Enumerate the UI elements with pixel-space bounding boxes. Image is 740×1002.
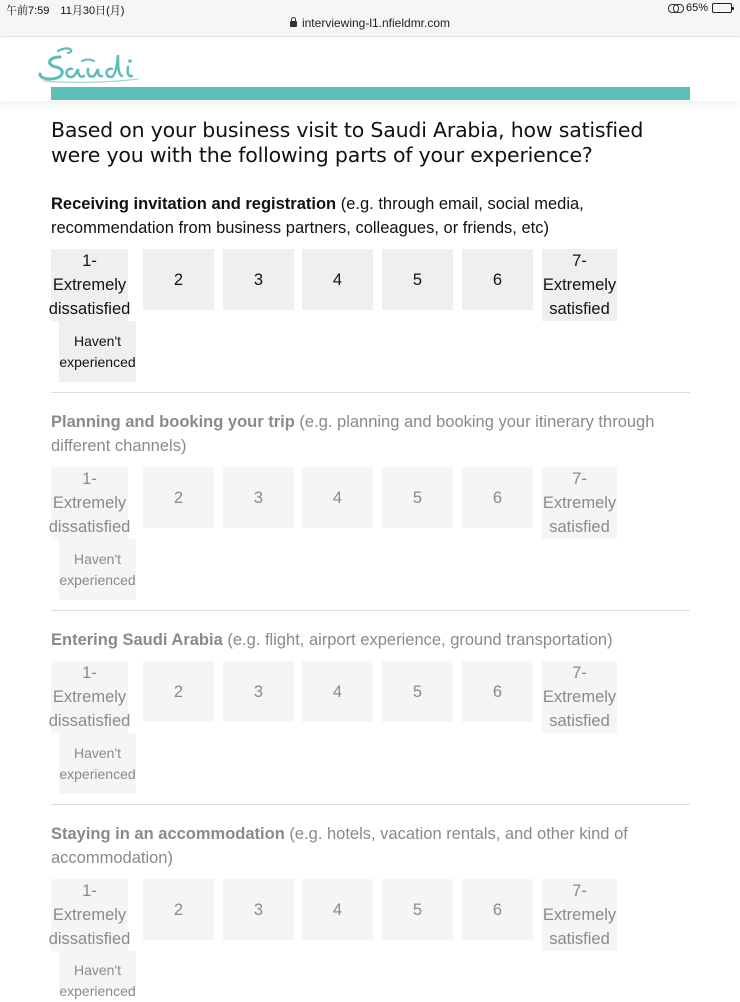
option-1-extremely-dissatisfied[interactable] (48, 661, 131, 733)
option-7-extremely-satisfied[interactable] (542, 467, 617, 539)
opt-line: 1- (82, 882, 97, 900)
option-3[interactable]: 3 (223, 661, 294, 722)
option-1-extremely-dissatisfied[interactable] (48, 467, 131, 539)
option-1-extremely-dissatisfied[interactable] (48, 879, 131, 951)
option-6[interactable]: 6 (462, 249, 533, 310)
item-title-rest: (e.g. through email, social media, recommendation from business partners, colleagues, or friends, etc) (51, 195, 584, 237)
item-entering-saudi (48, 628, 690, 782)
option-4[interactable]: 4 (302, 879, 373, 940)
opt-line: dissatisfied (48, 712, 131, 730)
option-5[interactable]: 5 (382, 879, 453, 940)
opt-line: Extremely (52, 494, 127, 512)
option-5[interactable]: 5 (382, 249, 453, 310)
item-title-rest: (e.g. hotels, vacation rentals, and other kind of accommodation) (51, 825, 628, 867)
opt-line: Extremely (52, 276, 127, 294)
option-havent-experienced[interactable] (59, 951, 136, 999)
item-receiving-invitation (48, 192, 690, 370)
item-planning-booking (48, 410, 690, 588)
divider (51, 392, 690, 393)
opt-line: experienced (59, 571, 136, 588)
option-5[interactable]: 5 (382, 661, 453, 722)
option-3[interactable]: 3 (223, 879, 294, 940)
item-title (51, 822, 690, 870)
opt-line: Extremely (542, 276, 617, 294)
opt-line: 7- (572, 252, 587, 270)
item-title (51, 628, 690, 652)
lock-icon (290, 21, 297, 27)
divider (51, 610, 690, 611)
opt-line: experienced (59, 983, 136, 999)
option-4[interactable]: 4 (302, 249, 373, 310)
opt-line: Haven't (73, 962, 122, 978)
option-4[interactable]: 4 (302, 467, 373, 528)
item-title-bold: Receiving invitation and registration (51, 195, 337, 213)
link-icon (668, 4, 682, 12)
survey-main (51, 118, 690, 168)
opt-line: Extremely (542, 906, 617, 924)
item-title-rest: (e.g. planning and booking your itinerary through different channels) (51, 413, 655, 455)
item-title-rest: (e.g. flight, airport experience, ground transportation) (222, 631, 613, 649)
option-7-extremely-satisfied[interactable] (542, 661, 617, 733)
option-havent-experienced[interactable] (59, 321, 136, 382)
opt-line: Extremely (542, 688, 617, 706)
opt-line: 1- (82, 470, 97, 488)
opt-line: dissatisfied (48, 518, 131, 536)
browser-status-bar (0, 0, 740, 37)
option-3[interactable]: 3 (223, 249, 294, 310)
battery-icon (712, 3, 732, 13)
option-havent-experienced[interactable] (59, 539, 136, 600)
item-staying-accommodation (48, 822, 690, 999)
opt-line: dissatisfied (48, 300, 131, 318)
opt-line: satisfied (549, 518, 610, 536)
option-2[interactable]: 2 (143, 249, 214, 310)
opt-line: Extremely (542, 494, 617, 512)
option-1-extremely-dissatisfied[interactable] (48, 249, 131, 321)
option-2[interactable]: 2 (143, 661, 214, 722)
item-title (51, 192, 690, 240)
opt-line: 1- (82, 664, 97, 682)
item-title-bold: Entering Saudi Arabia (51, 631, 223, 649)
status-right (668, 2, 732, 14)
option-5[interactable]: 5 (382, 467, 453, 528)
opt-line: satisfied (549, 930, 610, 948)
opt-line: 1- (82, 252, 97, 270)
status-time: 午前7:59 11月30日(月) (6, 5, 125, 17)
opt-line: 7- (572, 664, 587, 682)
option-7-extremely-satisfied[interactable] (542, 879, 617, 951)
item-title-bold: Planning and booking your trip (51, 413, 295, 431)
option-4[interactable]: 4 (302, 661, 373, 722)
opt-line: experienced (59, 353, 136, 370)
question-text: Based on your business visit to Saudi Arabia, how satisfied were you with the following parts of your experience? (51, 118, 644, 167)
option-2[interactable]: 2 (143, 467, 214, 528)
opt-line: Haven't (73, 744, 122, 761)
opt-line: satisfied (549, 300, 610, 318)
address-bar[interactable] (0, 16, 740, 30)
opt-line: Extremely (52, 906, 127, 924)
opt-line: 7- (572, 882, 587, 900)
divider (51, 804, 690, 805)
opt-line: satisfied (549, 712, 610, 730)
option-6[interactable]: 6 (462, 467, 533, 528)
saudi-logo (38, 43, 143, 87)
opt-line: Haven't (73, 332, 122, 349)
option-7-extremely-satisfied[interactable] (542, 249, 617, 321)
opt-line: experienced (59, 765, 136, 782)
option-3[interactable]: 3 (223, 467, 294, 528)
item-title (51, 410, 690, 458)
option-2[interactable]: 2 (143, 879, 214, 940)
battery-percent: 65% (685, 2, 708, 14)
progress-accent-bar (51, 87, 690, 100)
option-6[interactable]: 6 (462, 661, 533, 722)
url-text: interviewing-l1.nfieldmr.com (301, 16, 451, 30)
option-havent-experienced[interactable] (59, 733, 136, 794)
option-6[interactable]: 6 (462, 879, 533, 940)
opt-line: Extremely (52, 688, 127, 706)
opt-line: 7- (572, 470, 587, 488)
opt-line: Haven't (73, 550, 122, 567)
opt-line: dissatisfied (48, 930, 131, 948)
item-title-bold: Staying in an accommodation (51, 825, 285, 843)
